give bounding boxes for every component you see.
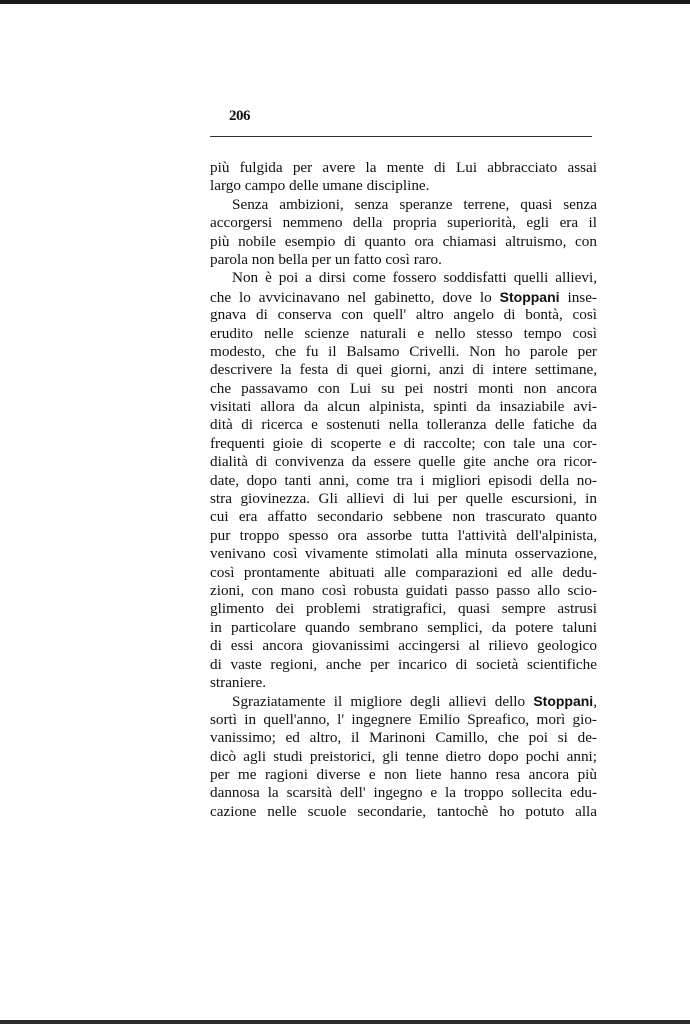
text-line bbox=[210, 343, 597, 361]
text-line bbox=[210, 748, 597, 766]
text-line bbox=[210, 233, 597, 251]
text-segment: Senza ambizioni, senza speranze terrene, quasi senza bbox=[232, 195, 597, 213]
name-emphasis: Stoppani bbox=[533, 693, 594, 710]
text-segment: visitati allora da alcun alpinista, spinti da insaziabile avi- bbox=[210, 398, 597, 416]
text-line bbox=[210, 269, 597, 287]
text-segment: descrivere la festa di quei giorni, anzi di intere settimane, bbox=[210, 361, 597, 379]
text-line bbox=[210, 692, 597, 710]
text-line bbox=[210, 803, 597, 821]
text-line bbox=[210, 729, 597, 747]
text-line bbox=[210, 674, 597, 692]
text-segment: più fulgida per avere la mente di Lui abbracciato assai bbox=[210, 159, 597, 176]
text-segment: pur troppo spesso ora assorbe tutta l'attività dell'alpinista, bbox=[210, 526, 597, 544]
text-segment: così prontamente abituati alle comparazioni ed alle dedu- bbox=[210, 563, 597, 581]
text-line bbox=[210, 361, 597, 379]
text-line bbox=[210, 600, 597, 618]
text-segment: per me ragioni diverse e non liete hanno resa ancora più bbox=[210, 765, 597, 783]
text-segment: cui era affatto secondario sebbene non trascurato quanto bbox=[210, 508, 597, 526]
text-line bbox=[210, 508, 597, 526]
text-segment: cazione nelle scuole secondarie, tantochè ho potuto alla bbox=[210, 802, 597, 820]
text-segment: sortì in quell'anno, l' ingegnere Emilio Spreafico, morì gio- bbox=[210, 710, 597, 728]
text-line bbox=[210, 288, 597, 306]
text-segment: largo campo delle umane discipline. bbox=[210, 177, 430, 195]
text-segment: vanissimo; ed altro, il Marinoni Camillo, che poi si de- bbox=[210, 729, 597, 747]
text-segment: , bbox=[593, 693, 597, 711]
text-line bbox=[210, 545, 597, 563]
text-line bbox=[210, 435, 597, 453]
text-segment: parola non bella per un fatto così raro. bbox=[210, 250, 442, 268]
text-line bbox=[210, 159, 597, 177]
text-line bbox=[210, 214, 597, 232]
text-line bbox=[210, 656, 597, 674]
text-line bbox=[210, 306, 597, 324]
text-line bbox=[210, 177, 597, 195]
text-segment: zioni, con mano così robusta guidati passo passo allo scio- bbox=[210, 581, 597, 599]
name-emphasis: Stoppani bbox=[499, 288, 560, 305]
body-text bbox=[210, 159, 597, 821]
text-segment: in particolare quando sembrano semplici, da potere taluni bbox=[210, 618, 597, 636]
header-rule bbox=[210, 136, 592, 137]
text-segment: frequenti gioie di scoperte e di raccolte; con tale una cor- bbox=[210, 434, 597, 452]
text-line bbox=[210, 766, 597, 784]
text-segment: dicò agli studi preistorici, gli tenne dietro dopo pochi anni; bbox=[210, 747, 597, 765]
text-line bbox=[210, 196, 597, 214]
text-line bbox=[210, 453, 597, 471]
text-line bbox=[210, 637, 597, 655]
text-segment: dialità di convivenza da essere quelle gite anche ora ricor- bbox=[210, 453, 597, 471]
text-line bbox=[210, 398, 597, 416]
text-line bbox=[210, 251, 597, 269]
scan-top-edge bbox=[0, 0, 690, 4]
text-line bbox=[210, 784, 597, 802]
text-segment: glimento dei problemi stratigrafici, quasi sempre astrusi bbox=[210, 600, 597, 618]
text-segment: Sgraziatamente il migliore degli allievi dello bbox=[232, 693, 534, 711]
text-segment: date, dopo tanti anni, come tra i migliori episodi della no- bbox=[210, 471, 597, 489]
text-line bbox=[210, 527, 597, 545]
text-line bbox=[210, 711, 597, 729]
text-segment: gnava di conserva con quell' altro angelo di bontà, così bbox=[210, 306, 597, 324]
text-line bbox=[210, 325, 597, 343]
text-line bbox=[210, 472, 597, 490]
text-segment: straniere. bbox=[210, 673, 267, 691]
text-segment: erudito nelle scienze naturali e nello stesso tempo così bbox=[210, 324, 597, 342]
text-segment: Non è poi a dirsi come fossero soddisfatti quelli allievi, bbox=[232, 269, 597, 287]
text-segment: più nobile esempio di quanto ora chiamasi altruismo, con bbox=[210, 232, 597, 250]
text-segment: dannosa la scarsità dell' ingegno e la troppo sollecita edu- bbox=[210, 784, 597, 802]
page-number: 206 bbox=[229, 108, 250, 124]
text-segment: che passavamo con Lui su pei nostri monti non ancora bbox=[210, 379, 597, 397]
text-segment: venivano così vivamente stimolati alla minuta osservazione, bbox=[210, 545, 597, 563]
text-line bbox=[210, 380, 597, 398]
text-segment: di vaste regioni, anche per incarico di società scientifiche bbox=[210, 655, 597, 673]
text-segment: stra giovinezza. Gli allievi di lui per quelle escursioni, in bbox=[210, 490, 597, 508]
text-line bbox=[210, 564, 597, 582]
text-segment: inse- bbox=[559, 288, 597, 306]
text-segment: modesto, che fu il Balsamo Crivelli. Non ho parole per bbox=[210, 342, 597, 360]
text-line bbox=[210, 416, 597, 434]
text-segment: dità di ricerca e sostenuti nella tolleranza delle fatiche da bbox=[210, 416, 597, 434]
text-line bbox=[210, 582, 597, 600]
scan-bottom-edge bbox=[0, 1020, 690, 1024]
text-line bbox=[210, 619, 597, 637]
text-segment: che lo avvicinavano nel gabinetto, dove lo bbox=[210, 288, 500, 306]
text-segment: di essi ancora giovanissimi accingersi al rilievo geologico bbox=[210, 637, 597, 655]
text-segment: accorgersi nemmeno della propria superiorità, egli era il bbox=[210, 214, 597, 232]
text-line bbox=[210, 490, 597, 508]
